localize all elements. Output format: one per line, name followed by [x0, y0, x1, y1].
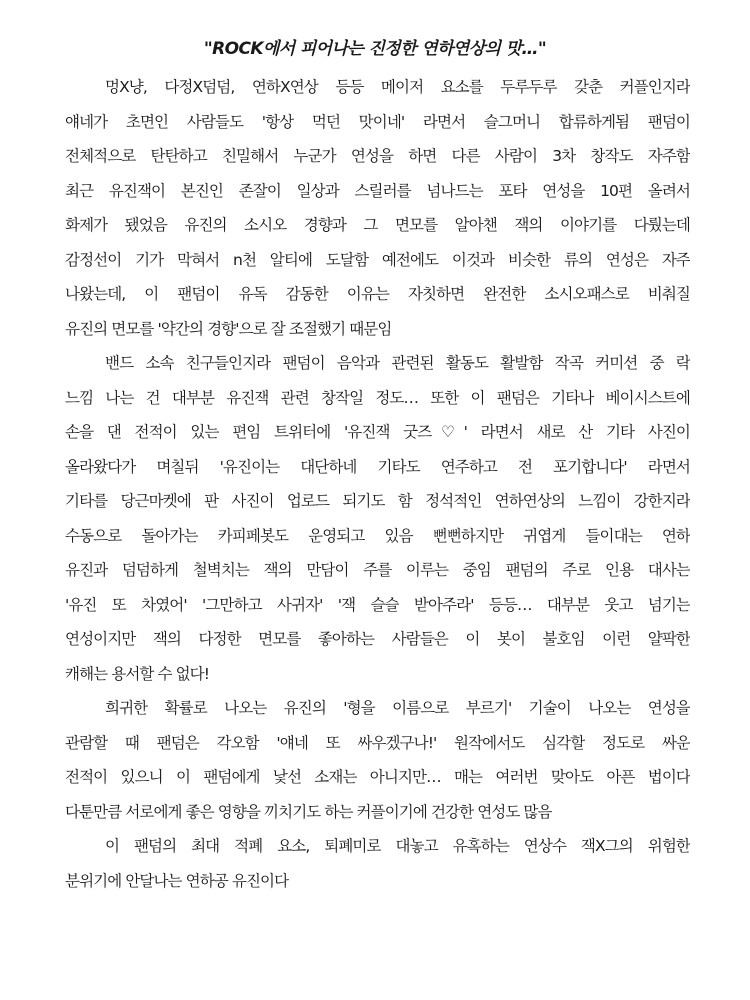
text-line: 나왔는데, 이 팬덤이 유독 감동한 이유는 자칫하면 완전한 소시오패스로 비춰질 [65, 285, 690, 303]
text-line: 유진의 면모를 '약간의 경향'으로 잘 조절했기 때문임 [65, 319, 392, 338]
text-line: 전적이 있으니 이 팬덤에게 낯선 소재는 아니지만… 매는 여러번 맞아도 아픈 법이다 [65, 768, 690, 786]
text-line: 다툰만큼 서로에게 좋은 영향을 끼치기도 하는 커플이기에 건강한 연성도 많음 [65, 802, 552, 821]
paragraph-1 [65, 70, 690, 346]
text-line: 얘네가 초면인 사람들도 '항상 먹던 맛이네' 라면서 슬그머니 합류하게됨 팬덤이 [65, 112, 690, 131]
document-body [65, 70, 690, 898]
text-line: 전체적으로 탄탄하고 친밀해서 누군가 연성을 하면 다른 사람이 3차 창작도 자주함 [65, 147, 690, 165]
text-line: 희귀한 확률로 나오는 유진의 '형을 이름으로 부르기' 기술이 나오는 연성을 [105, 699, 690, 717]
text-line: 관람할 때 팬덤은 각오함 '얘네 또 싸우겠구나!' 원작에서도 심각할 정도로 싸운 [65, 733, 690, 752]
text-line: 밴드 소속 친구들인지라 팬덤이 음악과 관련된 활동도 활발함 작곡 커미션 중 락 [105, 354, 690, 372]
text-line: 기타를 당근마켓에 판 사진이 업로드 되기도 함 정석적인 연하연상의 느낌이 강한지라 [65, 492, 690, 510]
text-line: 감정선이 기가 막혀서 n천 알티에 도달함 예전에도 이것과 비슷한 류의 연성은 자주 [65, 250, 690, 269]
text-line: 연성이지만 잭의 다정한 면모를 좋아하는 사람들은 이 봇이 불호임 이런 얄팍한 [65, 630, 690, 648]
text-line: 최근 유진잭이 본진인 존잘이 일상과 스릴러를 넘나드는 포타 연성을 10편 올려서 [65, 181, 690, 200]
text-line: 멍X냥, 다정X덤덤, 연하X연상 등등 메이저 요소를 두루두루 갖춘 커플인지라 [105, 78, 690, 96]
text-line: 분위기에 안달나는 연하공 유진이다 [65, 871, 289, 890]
text-line: '유진 또 차였어' '그만하고 사귀자' '잭 슬슬 받아주라' 등등… 대부분 웃고 넘기는 [65, 595, 690, 614]
paragraph-3 [65, 691, 690, 829]
text-line: 유진과 덤덤하게 철벽치는 잭의 만담이 주를 이루는 중임 팬덤의 주로 인용 대사는 [65, 561, 690, 579]
text-line: 느낌 나는 건 대부분 유진잭 관련 창작일 정도… 또한 이 팬덤은 기타나 베이시스트에 [65, 388, 690, 407]
text-line: 올라왔다가 며칠뒤 '유진이는 대단하네 기타도 연주하고 전 포기합니다' 라면서 [65, 457, 690, 476]
text-line: 화제가 됐었음 유진의 소시오 경향과 그 면모를 알아챈 잭의 이야기를 다뤘는데 [65, 216, 690, 234]
text-line: 손을 댄 전적이 있는 편임 트위터에 '유진잭 굿즈♡' 라면서 새로 산 기타 사진이 [65, 423, 690, 441]
text-line: 캐해는 용서할 수 없다! [65, 664, 210, 683]
paragraph-4 [65, 829, 690, 898]
paragraph-2 [65, 346, 690, 691]
text-line: 이 팬덤의 최대 적폐 요소, 퇴폐미로 대놓고 유혹하는 연상수 잭X그의 위험한 [105, 837, 690, 855]
text-line: 수동으로 돌아가는 카피페봇도 운영되고 있음 뻔뻔하지만 귀엽게 들이대는 연하 [65, 526, 690, 545]
document-title: "ROCK에서 피어나는 진정한 연하연상의 맛…" [203, 39, 547, 59]
